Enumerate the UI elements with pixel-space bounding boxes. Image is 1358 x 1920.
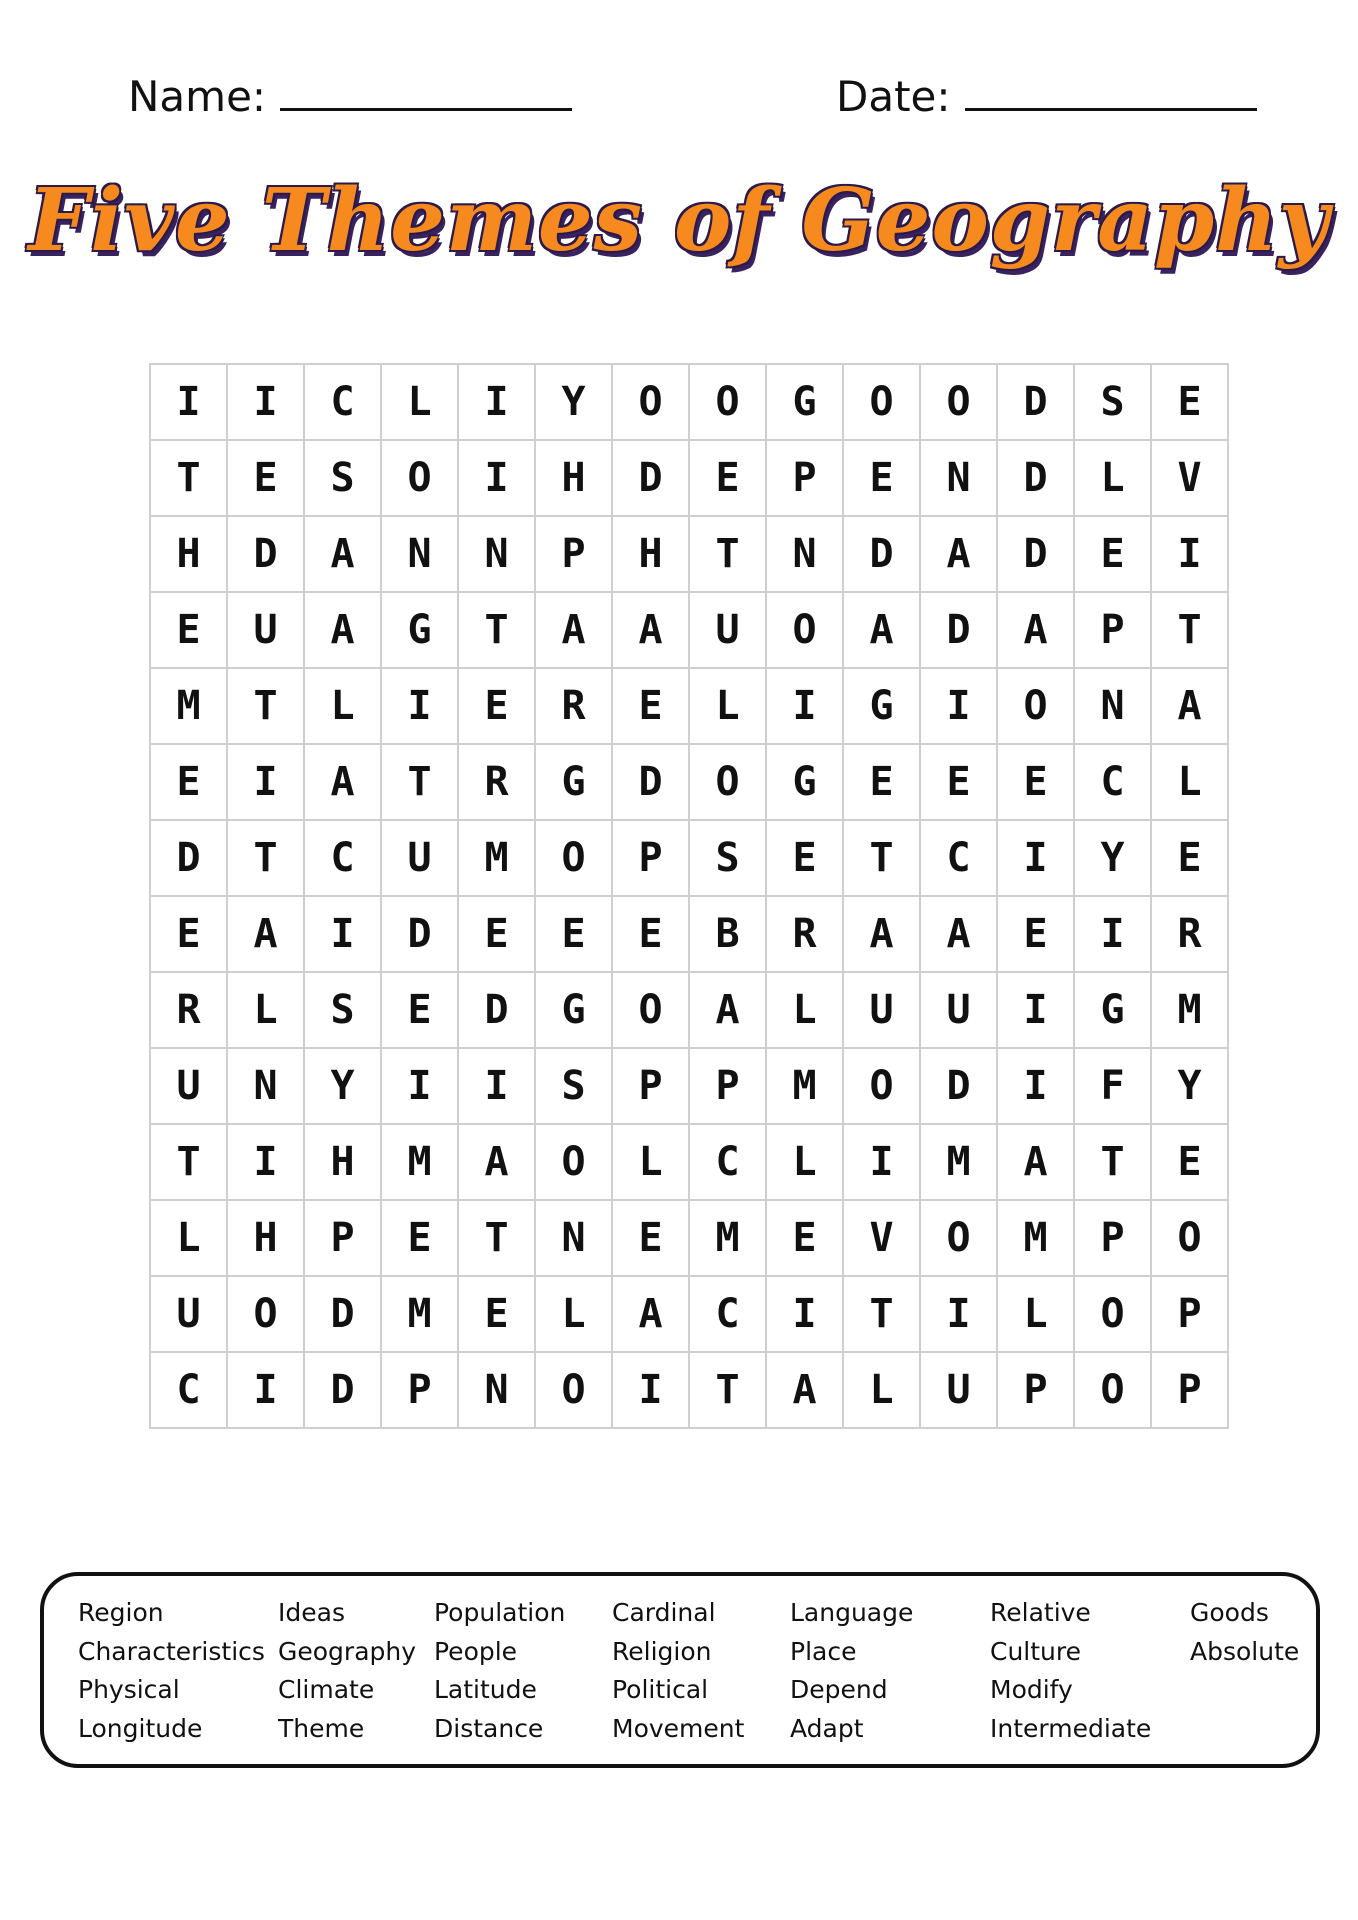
- word-bank: [40, 1572, 1320, 1768]
- grid-cell[interactable]: M: [458, 820, 535, 896]
- word-bank-word: Characteristics: [78, 1636, 265, 1666]
- grid-row: [150, 592, 1228, 668]
- grid-cell[interactable]: L: [1074, 440, 1151, 516]
- grid-cell[interactable]: A: [689, 972, 766, 1048]
- word-bank-word: Climate: [278, 1675, 375, 1704]
- grid-cell[interactable]: U: [150, 1276, 227, 1352]
- word-bank-word: Distance: [434, 1713, 544, 1743]
- word-bank-column: [434, 1594, 565, 1748]
- grid-cell[interactable]: E: [612, 668, 689, 744]
- grid-cell[interactable]: A: [766, 1352, 843, 1428]
- grid-cell[interactable]: M: [689, 1200, 766, 1276]
- grid-cell[interactable]: R: [458, 744, 535, 820]
- word-bank-word: Region: [78, 1598, 164, 1627]
- grid-cell[interactable]: A: [304, 516, 381, 592]
- grid-cell[interactable]: T: [689, 1352, 766, 1428]
- grid-cell[interactable]: U: [227, 592, 304, 668]
- grid-cell[interactable]: E: [1151, 820, 1228, 896]
- grid-cell[interactable]: I: [381, 668, 458, 744]
- word-bank-column: [278, 1594, 416, 1748]
- word-bank-word: Geography: [278, 1636, 417, 1666]
- grid-cell[interactable]: E: [381, 972, 458, 1048]
- word-bank-column: [78, 1594, 265, 1748]
- grid-cell[interactable]: A: [612, 592, 689, 668]
- grid-cell[interactable]: O: [843, 1048, 920, 1124]
- grid-cell[interactable]: H: [227, 1200, 304, 1276]
- grid-cell[interactable]: M: [997, 1200, 1074, 1276]
- grid-row: [150, 820, 1228, 896]
- grid-cell[interactable]: C: [304, 820, 381, 896]
- grid-cell[interactable]: O: [381, 440, 458, 516]
- grid-cell[interactable]: I: [458, 440, 535, 516]
- grid-cell[interactable]: P: [997, 1352, 1074, 1428]
- word-bank-word: Place: [790, 1636, 857, 1666]
- grid-cell[interactable]: E: [1074, 516, 1151, 592]
- word-bank-word: Theme: [278, 1713, 365, 1743]
- grid-cell[interactable]: T: [458, 592, 535, 668]
- grid-cell[interactable]: G: [535, 972, 612, 1048]
- grid-cell[interactable]: E: [381, 1200, 458, 1276]
- grid-cell[interactable]: H: [304, 1124, 381, 1200]
- word-bank-word: Cardinal: [612, 1598, 716, 1627]
- grid-row: [150, 1200, 1228, 1276]
- grid-cell[interactable]: M: [150, 668, 227, 744]
- grid-cell[interactable]: L: [689, 668, 766, 744]
- grid-cell[interactable]: I: [458, 364, 535, 440]
- word-bank-word: Modify: [990, 1675, 1073, 1704]
- grid-cell[interactable]: A: [535, 592, 612, 668]
- word-bank-column: [990, 1594, 1151, 1748]
- grid-cell[interactable]: S: [304, 440, 381, 516]
- word-bank-column: [1190, 1594, 1299, 1671]
- word-bank-word: Latitude: [434, 1675, 537, 1704]
- grid-cell[interactable]: T: [1074, 1124, 1151, 1200]
- grid-cell[interactable]: Y: [535, 364, 612, 440]
- grid-cell[interactable]: T: [381, 744, 458, 820]
- grid-cell[interactable]: D: [150, 820, 227, 896]
- grid-cell[interactable]: I: [227, 1124, 304, 1200]
- grid-cell[interactable]: O: [920, 364, 997, 440]
- grid-cell[interactable]: M: [381, 1276, 458, 1352]
- grid-cell[interactable]: M: [766, 1048, 843, 1124]
- grid-cell[interactable]: E: [843, 440, 920, 516]
- grid-row: [150, 440, 1228, 516]
- grid-cell[interactable]: E: [1151, 364, 1228, 440]
- grid-cell[interactable]: T: [1151, 592, 1228, 668]
- grid-cell[interactable]: E: [920, 744, 997, 820]
- word-bank-word: Ideas: [278, 1598, 345, 1627]
- grid-cell[interactable]: E: [612, 896, 689, 972]
- grid-cell[interactable]: L: [997, 1276, 1074, 1352]
- grid-cell[interactable]: U: [381, 820, 458, 896]
- grid-cell[interactable]: A: [304, 592, 381, 668]
- word-bank-word: Political: [612, 1675, 709, 1704]
- grid-cell[interactable]: I: [766, 1276, 843, 1352]
- grid-cell[interactable]: E: [458, 896, 535, 972]
- grid-cell[interactable]: I: [381, 1048, 458, 1124]
- grid-cell[interactable]: P: [381, 1352, 458, 1428]
- grid-cell[interactable]: E: [150, 896, 227, 972]
- grid-cell[interactable]: L: [150, 1200, 227, 1276]
- grid-cell[interactable]: P: [766, 440, 843, 516]
- word-bank-word: Relative: [990, 1598, 1091, 1627]
- grid-cell[interactable]: A: [304, 744, 381, 820]
- grid-row: [150, 896, 1228, 972]
- grid-cell[interactable]: L: [612, 1124, 689, 1200]
- grid-cell[interactable]: I: [458, 1048, 535, 1124]
- grid-cell[interactable]: I: [1151, 516, 1228, 592]
- grid-cell[interactable]: E: [1151, 1124, 1228, 1200]
- grid-cell[interactable]: D: [920, 592, 997, 668]
- grid-cell[interactable]: G: [1074, 972, 1151, 1048]
- grid-cell[interactable]: E: [843, 744, 920, 820]
- grid-cell[interactable]: T: [843, 1276, 920, 1352]
- grid-cell[interactable]: D: [227, 516, 304, 592]
- grid-cell[interactable]: C: [689, 1124, 766, 1200]
- grid-cell[interactable]: I: [1074, 896, 1151, 972]
- grid-cell[interactable]: I: [227, 744, 304, 820]
- grid-row: [150, 744, 1228, 820]
- grid-cell[interactable]: N: [227, 1048, 304, 1124]
- grid-cell[interactable]: U: [920, 1352, 997, 1428]
- grid-cell[interactable]: U: [843, 972, 920, 1048]
- grid-cell[interactable]: B: [689, 896, 766, 972]
- grid-cell[interactable]: P: [1151, 1276, 1228, 1352]
- grid-cell[interactable]: L: [304, 668, 381, 744]
- grid-row: [150, 972, 1228, 1048]
- grid-cell[interactable]: N: [458, 1352, 535, 1428]
- grid-cell[interactable]: M: [381, 1124, 458, 1200]
- grid-cell[interactable]: H: [535, 440, 612, 516]
- word-bank-word: Religion: [612, 1636, 712, 1666]
- grid-cell[interactable]: G: [535, 744, 612, 820]
- grid-cell[interactable]: A: [843, 896, 920, 972]
- grid-cell[interactable]: C: [1074, 744, 1151, 820]
- grid-cell[interactable]: I: [612, 1352, 689, 1428]
- grid-cell[interactable]: T: [150, 440, 227, 516]
- grid-cell[interactable]: L: [1151, 744, 1228, 820]
- grid-cell[interactable]: I: [997, 1048, 1074, 1124]
- word-bank-word: Depend: [790, 1675, 888, 1704]
- grid-cell[interactable]: M: [920, 1124, 997, 1200]
- grid-cell[interactable]: I: [997, 972, 1074, 1048]
- grid-cell[interactable]: E: [150, 592, 227, 668]
- word-bank-word: Physical: [78, 1675, 180, 1704]
- grid-cell[interactable]: C: [689, 1276, 766, 1352]
- grid-cell[interactable]: G: [843, 668, 920, 744]
- grid-cell[interactable]: D: [997, 516, 1074, 592]
- grid-cell[interactable]: D: [304, 1276, 381, 1352]
- grid-cell[interactable]: C: [304, 364, 381, 440]
- grid-cell[interactable]: L: [227, 972, 304, 1048]
- grid-cell[interactable]: Y: [1074, 820, 1151, 896]
- grid-cell[interactable]: D: [381, 896, 458, 972]
- grid-cell[interactable]: R: [150, 972, 227, 1048]
- grid-cell[interactable]: O: [689, 744, 766, 820]
- name-label: Name:: [128, 72, 267, 121]
- grid-cell[interactable]: D: [920, 1048, 997, 1124]
- word-bank-column: [790, 1594, 913, 1748]
- grid-cell[interactable]: O: [612, 972, 689, 1048]
- grid-cell[interactable]: P: [612, 1048, 689, 1124]
- word-bank-word: Adapt: [790, 1713, 864, 1743]
- grid-cell[interactable]: D: [458, 972, 535, 1048]
- grid-cell[interactable]: P: [689, 1048, 766, 1124]
- grid-cell[interactable]: E: [766, 820, 843, 896]
- grid-cell[interactable]: I: [227, 1352, 304, 1428]
- grid-cell[interactable]: N: [766, 516, 843, 592]
- grid-cell[interactable]: O: [535, 820, 612, 896]
- grid-cell[interactable]: O: [689, 364, 766, 440]
- grid-cell[interactable]: P: [304, 1200, 381, 1276]
- grid-cell[interactable]: D: [997, 364, 1074, 440]
- grid-row: [150, 668, 1228, 744]
- grid-row: [150, 1048, 1228, 1124]
- grid-cell[interactable]: I: [150, 364, 227, 440]
- grid-cell[interactable]: T: [458, 1200, 535, 1276]
- grid-cell[interactable]: I: [304, 896, 381, 972]
- grid-cell[interactable]: G: [766, 364, 843, 440]
- grid-cell[interactable]: A: [997, 592, 1074, 668]
- grid-cell[interactable]: L: [843, 1352, 920, 1428]
- grid-cell[interactable]: L: [381, 364, 458, 440]
- grid-cell[interactable]: C: [150, 1352, 227, 1428]
- grid-row: [150, 1276, 1228, 1352]
- grid-cell[interactable]: E: [997, 744, 1074, 820]
- grid-cell[interactable]: O: [766, 592, 843, 668]
- grid-cell[interactable]: O: [1074, 1276, 1151, 1352]
- grid-row: [150, 516, 1228, 592]
- grid-cell[interactable]: L: [766, 1124, 843, 1200]
- grid-cell[interactable]: O: [1074, 1352, 1151, 1428]
- grid-cell[interactable]: N: [1074, 668, 1151, 744]
- grid-cell[interactable]: Y: [304, 1048, 381, 1124]
- date-blank-line[interactable]: [965, 72, 1257, 111]
- name-field[interactable]: [128, 72, 572, 121]
- grid-cell[interactable]: H: [150, 516, 227, 592]
- grid-row: [150, 1352, 1228, 1428]
- grid-cell[interactable]: S: [304, 972, 381, 1048]
- grid-cell[interactable]: E: [689, 440, 766, 516]
- word-bank-word: Language: [790, 1598, 914, 1627]
- grid-cell[interactable]: D: [843, 516, 920, 592]
- grid-cell[interactable]: E: [997, 896, 1074, 972]
- grid-cell[interactable]: O: [843, 364, 920, 440]
- grid-cell[interactable]: A: [997, 1124, 1074, 1200]
- grid-cell[interactable]: G: [381, 592, 458, 668]
- grid-cell[interactable]: S: [1074, 364, 1151, 440]
- word-bank-word: Movement: [612, 1713, 745, 1743]
- grid-cell[interactable]: O: [227, 1276, 304, 1352]
- word-bank-column: [612, 1594, 744, 1748]
- grid-cell[interactable]: L: [766, 972, 843, 1048]
- word-search-grid: [149, 363, 1229, 1429]
- date-field[interactable]: [836, 72, 1257, 121]
- grid-cell[interactable]: A: [1151, 668, 1228, 744]
- grid-row: [150, 1124, 1228, 1200]
- grid-cell[interactable]: A: [458, 1124, 535, 1200]
- grid-cell[interactable]: D: [997, 440, 1074, 516]
- grid-cell[interactable]: O: [535, 1124, 612, 1200]
- grid-cell[interactable]: D: [304, 1352, 381, 1428]
- page-title: Five Themes of Geography: [28, 170, 1330, 271]
- grid-cell[interactable]: T: [843, 820, 920, 896]
- grid-cell[interactable]: F: [1074, 1048, 1151, 1124]
- grid-cell[interactable]: A: [843, 592, 920, 668]
- grid-cell[interactable]: U: [150, 1048, 227, 1124]
- grid-cell[interactable]: A: [920, 896, 997, 972]
- word-bank-word: Population: [434, 1598, 566, 1627]
- date-label: Date:: [836, 72, 951, 121]
- grid-cell[interactable]: T: [227, 820, 304, 896]
- grid-cell[interactable]: I: [227, 364, 304, 440]
- grid-row: [150, 364, 1228, 440]
- grid-cell[interactable]: U: [689, 592, 766, 668]
- grid-cell[interactable]: P: [1074, 592, 1151, 668]
- grid-cell[interactable]: O: [920, 1200, 997, 1276]
- grid-cell[interactable]: S: [689, 820, 766, 896]
- word-bank-word: Goods: [1190, 1598, 1269, 1627]
- grid-cell[interactable]: I: [766, 668, 843, 744]
- grid-cell[interactable]: N: [535, 1200, 612, 1276]
- grid-cell[interactable]: H: [612, 516, 689, 592]
- grid-cell[interactable]: P: [1151, 1352, 1228, 1428]
- grid-cell[interactable]: E: [612, 1200, 689, 1276]
- grid-cell[interactable]: T: [150, 1124, 227, 1200]
- grid-cell[interactable]: O: [535, 1352, 612, 1428]
- grid-cell[interactable]: O: [612, 364, 689, 440]
- grid-cell[interactable]: E: [766, 1200, 843, 1276]
- grid-cell[interactable]: O: [1151, 1200, 1228, 1276]
- grid-cell[interactable]: N: [920, 440, 997, 516]
- grid-cell[interactable]: I: [920, 1276, 997, 1352]
- grid-cell[interactable]: R: [766, 896, 843, 972]
- grid-cell[interactable]: N: [381, 516, 458, 592]
- grid-cell[interactable]: E: [458, 668, 535, 744]
- grid-cell[interactable]: T: [227, 668, 304, 744]
- grid-cell[interactable]: V: [843, 1200, 920, 1276]
- grid-cell[interactable]: R: [535, 668, 612, 744]
- word-bank-word: Intermediate: [990, 1713, 1152, 1743]
- grid-cell[interactable]: S: [535, 1048, 612, 1124]
- grid-cell[interactable]: V: [1151, 440, 1228, 516]
- grid-cell[interactable]: O: [997, 668, 1074, 744]
- grid-cell[interactable]: C: [920, 820, 997, 896]
- grid-cell[interactable]: P: [1074, 1200, 1151, 1276]
- grid-cell[interactable]: M: [1151, 972, 1228, 1048]
- name-blank-line[interactable]: [280, 72, 572, 111]
- grid-cell[interactable]: A: [227, 896, 304, 972]
- grid-cell[interactable]: N: [458, 516, 535, 592]
- grid-cell[interactable]: I: [997, 820, 1074, 896]
- grid-cell[interactable]: E: [535, 896, 612, 972]
- grid-cell[interactable]: A: [920, 516, 997, 592]
- word-bank-word: Longitude: [78, 1713, 203, 1743]
- grid-cell[interactable]: R: [1151, 896, 1228, 972]
- grid-cell[interactable]: D: [612, 440, 689, 516]
- grid-cell[interactable]: E: [227, 440, 304, 516]
- grid-cell[interactable]: T: [689, 516, 766, 592]
- grid-cell[interactable]: E: [458, 1276, 535, 1352]
- grid-cell[interactable]: A: [612, 1276, 689, 1352]
- grid-cell[interactable]: P: [612, 820, 689, 896]
- grid-cell[interactable]: E: [150, 744, 227, 820]
- word-bank-word: People: [434, 1636, 518, 1666]
- grid-cell[interactable]: P: [535, 516, 612, 592]
- grid-cell[interactable]: I: [843, 1124, 920, 1200]
- grid-cell[interactable]: I: [920, 668, 997, 744]
- word-bank-word: Culture: [990, 1636, 1082, 1666]
- grid-cell[interactable]: Y: [1151, 1048, 1228, 1124]
- grid-cell[interactable]: L: [535, 1276, 612, 1352]
- grid-cell[interactable]: G: [766, 744, 843, 820]
- word-bank-word: Absolute: [1190, 1636, 1300, 1666]
- grid-cell[interactable]: D: [612, 744, 689, 820]
- grid-cell[interactable]: U: [920, 972, 997, 1048]
